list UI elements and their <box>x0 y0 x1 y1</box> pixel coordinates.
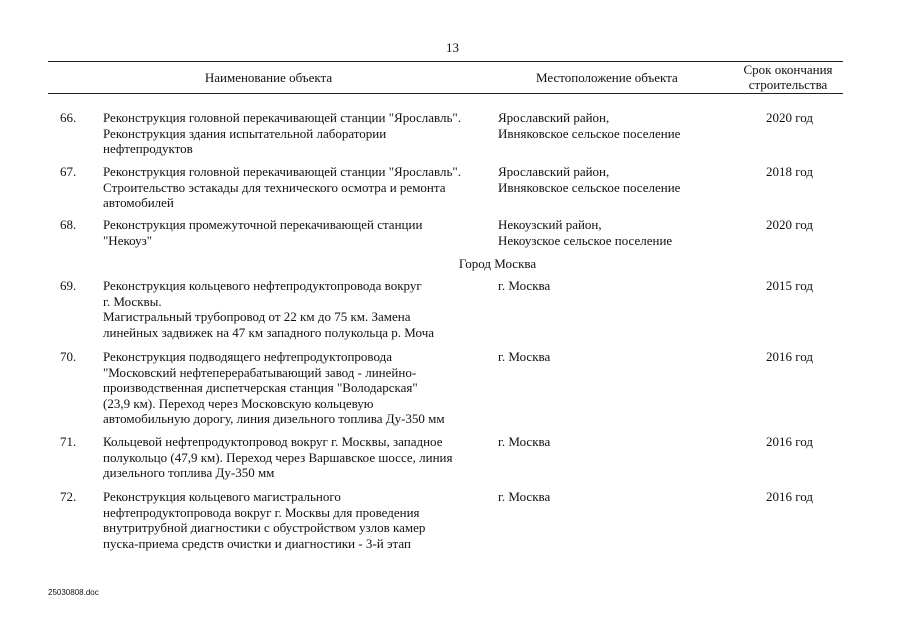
object-name-line: Кольцевой нефтепродуктопровод вокруг г. Москвы, западное <box>103 434 443 449</box>
object-location-line: Некоузское сельское поселение <box>498 232 673 248</box>
object-name-line: полукольцо (47,9 км). Переход через Варшавское шоссе, линия <box>103 449 453 465</box>
object-location-line: Некоузский район, <box>498 217 602 232</box>
completion-term: 2015 год <box>766 278 813 293</box>
object-name-line: нефтепродуктопровода вокруг г. Москвы для проведения <box>103 504 420 520</box>
object-name <box>103 278 495 340</box>
object-name <box>103 489 495 551</box>
footer-filename: 25030808.doc <box>48 588 99 597</box>
completion-term: 2018 год <box>766 164 813 179</box>
object-location <box>498 434 718 450</box>
object-location <box>498 217 718 248</box>
object-name <box>103 434 495 481</box>
object-name-line: пуска-приема средств очистки и диагностики - 3-й этап <box>103 535 411 551</box>
object-name-line: нефтепродуктов <box>103 141 193 156</box>
completion-term: 2016 год <box>766 434 813 449</box>
object-location-line: г. Москва <box>498 278 551 293</box>
object-name-line: Реконструкция промежуточной перекачивающей станции <box>103 217 423 232</box>
object-location-line: г. Москва <box>498 489 551 504</box>
object-location-line: Ярославский район, <box>498 164 610 179</box>
header-term-line-1: Срок окончания <box>743 62 833 77</box>
object-location-line: Ярославский район, <box>498 110 610 125</box>
object-name-line: (23,9 км). Переход через Московскую кольцевую <box>103 395 374 411</box>
row-number: 66. <box>60 110 77 125</box>
object-location-line: г. Москва <box>498 434 551 449</box>
object-location <box>498 278 718 294</box>
object-name-line: Магистральный трубопровод от 22 км до 75 км. Замена <box>103 309 411 324</box>
object-name-line: "Московский нефтеперерабатывающий завод - линейно- <box>103 364 417 380</box>
object-name-line: внутритрубной диагностики с обустройством узлов камер <box>103 520 426 535</box>
row-number: 72. <box>60 489 77 504</box>
object-name-line: автомобильную дорогу, линия дизельного топлива Ду-350 мм <box>103 411 445 426</box>
object-name <box>103 110 495 157</box>
object-name-line: Реконструкция головной перекачивающей станции "Ярославль". <box>103 164 461 179</box>
header-term-line-2: строительства <box>748 77 828 92</box>
row-number: 70. <box>60 349 77 364</box>
object-name-line: автомобилей <box>103 195 174 210</box>
object-name-line: линейных задвижек на 47 км западного полукольца р. Моча <box>103 324 434 340</box>
object-name-line: Реконструкция кольцевого магистрального <box>103 489 341 504</box>
object-location <box>498 489 718 505</box>
object-location <box>498 349 718 365</box>
object-location <box>498 110 718 141</box>
completion-term: 2020 год <box>766 217 813 232</box>
completion-term: 2016 год <box>766 349 813 364</box>
object-name <box>103 217 495 248</box>
object-name-line: производственная диспетчерская станция "Володарская" <box>103 380 418 395</box>
page-number: 13 <box>446 40 459 55</box>
object-location <box>498 164 718 195</box>
row-number: 67. <box>60 164 77 179</box>
object-name-line: г. Москвы. <box>103 293 162 309</box>
object-name-line: Реконструкция здания испытательной лаборатории <box>103 125 387 141</box>
object-name <box>103 349 495 427</box>
object-name-line: Реконструкция головной перекачивающей станции "Ярославль". <box>103 110 461 125</box>
section-title: Город Москва <box>458 256 537 271</box>
object-name-line: Реконструкция подводящего нефтепродуктопровода <box>103 349 392 364</box>
object-location-line: Ивняковское сельское поселение <box>498 179 681 195</box>
row-number: 68. <box>60 217 77 232</box>
object-name-line: Строительство эстакады для технического осмотра и ремонта <box>103 179 446 195</box>
row-number: 69. <box>60 278 77 293</box>
object-name <box>103 164 495 211</box>
row-number: 71. <box>60 434 77 449</box>
header-object-name: Наименование объекта <box>204 70 333 85</box>
object-name-line: дизельного топлива Ду-350 мм <box>103 465 275 480</box>
object-name-line: Реконструкция кольцевого нефтепродуктопровода вокруг <box>103 278 422 293</box>
object-name-line: "Некоуз" <box>103 232 153 248</box>
completion-term: 2016 год <box>766 489 813 504</box>
completion-term: 2020 год <box>766 110 813 125</box>
object-location-line: Ивняковское сельское поселение <box>498 125 681 141</box>
header-location: Местоположение объекта <box>536 70 678 85</box>
object-location-line: г. Москва <box>498 349 551 364</box>
